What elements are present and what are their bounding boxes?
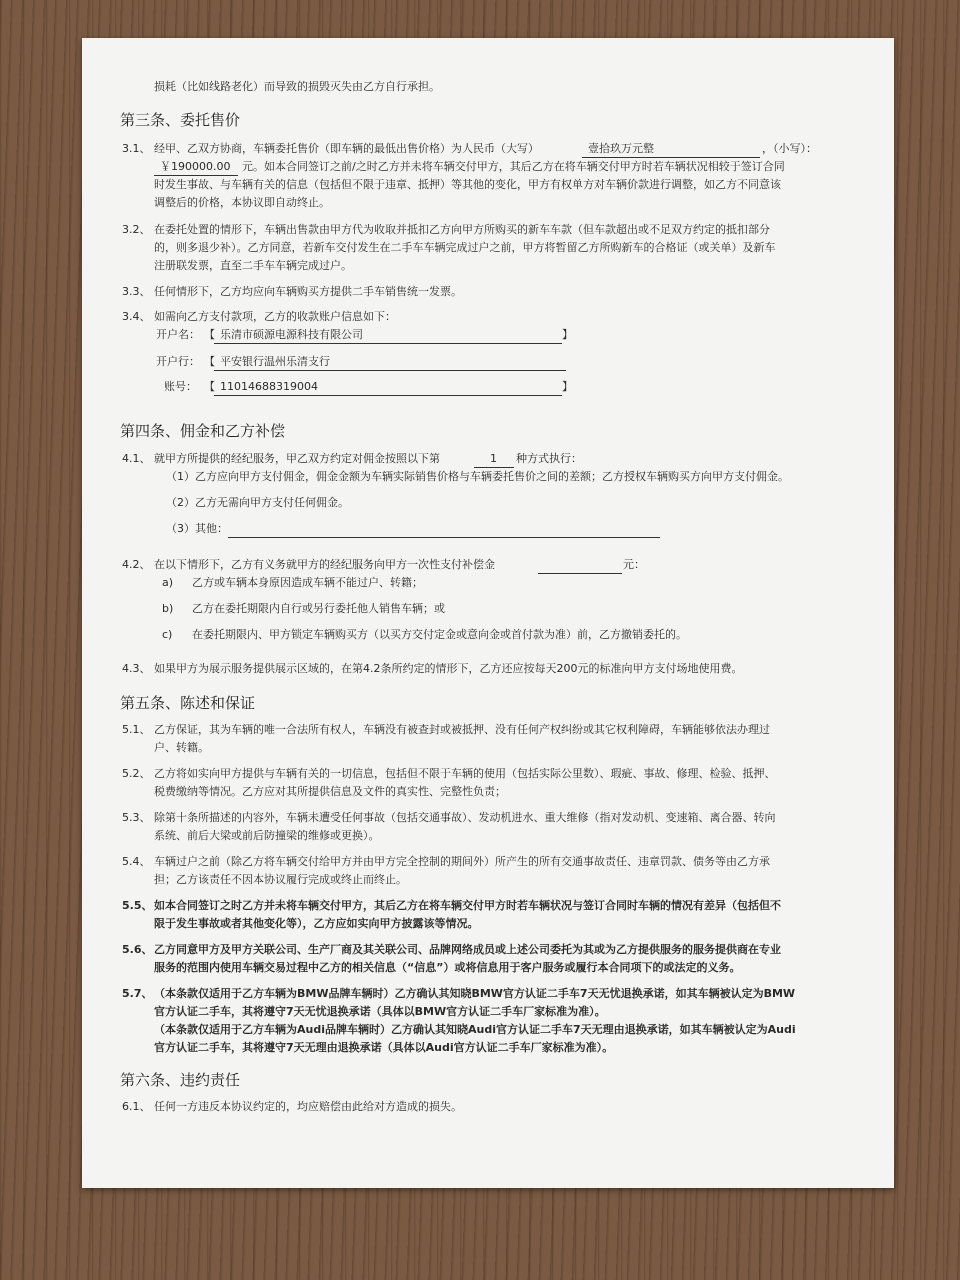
clause-5-5-line-2: 限于发生事故或者其他变化等），乙方应如实向甲方披露该等情况。 <box>154 917 479 930</box>
account-name-value: 乐清市硕源电源科技有限公司 <box>220 328 363 341</box>
clause-5-2-number: 5.2、 <box>122 767 151 780</box>
item-a-text: 乙方或车辆本身原因造成车辆不能过户、转籍； <box>192 576 423 589</box>
clause-5-7-number: 5.7、 <box>122 987 153 1000</box>
option-3: （3）其他： <box>166 522 228 535</box>
clause-5-6-line-1: 乙方同意甲方及甲方关联公司、生产厂商及其关联公司、品牌网络成员或上述公司委托为其或为乙方提供服务的服务提供商在专业 <box>154 943 781 956</box>
item-b-label: b) <box>162 602 174 615</box>
clause-3-1-line-3: 时发生事故、与车辆有关的信息（包括但不限于违章、抵押）等其他的变化，甲方有权单方对车辆价款进行调整，如乙方不同意该 <box>154 178 781 191</box>
clause-3-1-line-2: 元。如本合同签订之前/之时乙方并未将车辆交付甲方，其后乙方在将车辆交付甲方时若车辆状况相较于签订合同 <box>242 160 785 173</box>
account-name-close-bracket: 】 <box>562 328 573 341</box>
account-number-label: 账号： <box>164 380 197 393</box>
account-name-label: 开户名： <box>156 328 200 341</box>
section-6-title: 第六条、违约责任 <box>120 1071 241 1089</box>
clause-4-1-text-b: 种方式执行： <box>516 452 582 465</box>
clause-5-1-number: 5.1、 <box>122 723 151 736</box>
clause-5-4-number: 5.4、 <box>122 855 151 868</box>
clause-5-7-line-1: （本条款仅适用于乙方车辆为BMW品牌车辆时）乙方确认其知晓BMW官方认证二手车7天无忧退换承诺，如其车辆被认定为BMW <box>154 987 796 1000</box>
clause-4-1-text-a: 就甲方所提供的经纪服务，甲乙双方约定对佣金按照以下第 <box>154 452 440 465</box>
item-c-text: 在委托期限内、甲方锁定车辆购买方（以买方交付定金或意向金或首付款为准）前，乙方撤销委托的。 <box>192 628 687 641</box>
top-line: 损耗（比如线路老化）而导致的损毁灭失由乙方自行承担。 <box>154 80 440 93</box>
bank-label: 开户行： <box>156 355 200 368</box>
account-number-close-bracket: 】 <box>562 380 573 393</box>
clause-3-1-line-4: 调整后的价格，本协议即自动终止。 <box>154 196 330 209</box>
clause-4-3-text: 如果甲方为展示服务提供展示区域的，在第4.2条所约定的情形下，乙方还应按每天200元的标准向甲方支付场地使用费。 <box>154 662 743 675</box>
clause-5-6-number: 5.6、 <box>122 943 153 956</box>
amount-small-prefix: ，（小写）： <box>762 142 817 155</box>
account-name-underline <box>214 343 562 344</box>
clause-5-6-line-2: 服务的范围内使用车辆交易过程中乙方的相关信息（“信息”）或将信息用于客户服务或履行本合同项下的或法定的义务。 <box>154 961 741 974</box>
commission-choice: 1 <box>490 452 497 465</box>
contract-page <box>82 38 894 1188</box>
item-b-text: 乙方在委托期限内自行或另行委托他人销售车辆；或 <box>192 602 445 615</box>
compensation-unit: 元： <box>623 558 645 571</box>
clause-3-2-line-1: 在委托处置的情形下，车辆出售款由甲方代为收取并抵扣乙方向甲方所购买的新车车款（但车款超出或不足双方约定的抵扣部分 <box>154 223 770 236</box>
option-3-underline <box>228 537 660 538</box>
clause-5-7-line-2: 官方认证二手车，其将遵守7天无忧退换承诺（具体以BMW官方认证二手车厂家标准为准）。 <box>154 1005 606 1018</box>
account-number-underline <box>214 395 562 396</box>
clause-5-1-line-1: 乙方保证，其为车辆的唯一合法所有权人，车辆没有被查封或被抵押、没有任何产权纠纷或其它权利障碍，车辆能够依法办理过 <box>154 723 770 736</box>
amount-in-figures-underline <box>154 175 238 176</box>
clause-5-3-line-1: 除第十条所描述的内容外，车辆未遭受任何事故（包括交通事故）、发动机进水、重大维修（指对发动机、变速箱、离合器、转向 <box>154 811 776 824</box>
clause-3-4-number: 3.4、 <box>122 310 151 323</box>
clause-5-7-line-3: （本条款仅适用于乙方车辆为Audi品牌车辆时）乙方确认其知晓Audi官方认证二手车7天无理由退换承诺，如其车辆被认定为Audi <box>154 1023 796 1036</box>
clause-5-7-line-4: 官方认证二手车，其将遵守7天无理由退换承诺（具体以Audi官方认证二手车厂家标准为准）。 <box>154 1041 614 1054</box>
clause-5-3-number: 5.3、 <box>122 811 151 824</box>
clause-4-2-text: 在以下情形下，乙方有义务就甲方的经纪服务向甲方一次性支付补偿金 <box>154 558 495 571</box>
clause-4-2-number: 4.2、 <box>122 558 151 571</box>
clause-6-1-text: 任何一方违反本协议约定的，均应赔偿由此给对方造成的损失。 <box>154 1100 462 1113</box>
clause-5-5-number: 5.5、 <box>122 899 153 912</box>
clause-3-3-text: 任何情形下，乙方均应向车辆购买方提供二手车销售统一发票。 <box>154 285 462 298</box>
clause-4-1-number: 4.1、 <box>122 452 151 465</box>
account-number-open-bracket: 【 <box>204 380 215 393</box>
account-name-open-bracket: 【 <box>204 328 215 341</box>
compensation-amount-underline <box>538 573 622 574</box>
clause-3-1-number: 3.1、 <box>122 142 151 155</box>
section-5-title: 第五条、陈述和保证 <box>120 694 256 712</box>
clause-3-2-line-3: 注册联发票，直至二手车车辆完成过户。 <box>154 259 352 272</box>
clause-5-5-line-1: 如本合同签订之时乙方并未将车辆交付甲方，其后乙方在将车辆交付甲方时若车辆状况与签订合同时车辆的情况有差异（包括但不 <box>154 899 781 912</box>
clause-5-1-line-2: 户、转籍。 <box>154 741 209 754</box>
amount-in-words-underline <box>582 157 760 158</box>
clause-3-3-number: 3.3、 <box>122 285 151 298</box>
bank-open-bracket: 【 <box>204 355 215 368</box>
option-1: （1）乙方应向甲方支付佣金，佣金金额为车辆实际销售价格与车辆委托售价之间的差额；乙方授权车辆购买方向甲方支付佣金。 <box>166 470 789 483</box>
clause-5-4-line-2: 担；乙方该责任不因本协议履行完成或终止而终止。 <box>154 873 407 886</box>
clause-5-2-line-1: 乙方将如实向甲方提供与车辆有关的一切信息，包括但不限于车辆的使用（包括实际公里数）、瑕疵、事故、修理、检验、抵押、 <box>154 767 776 780</box>
clause-5-3-line-2: 系统、前后大梁或前后防撞梁的维修或更换）。 <box>154 829 380 842</box>
amount-in-figures: ￥190000.00 <box>160 160 231 173</box>
section-4-title: 第四条、佣金和乙方补偿 <box>120 422 286 440</box>
clause-5-4-line-1: 车辆过户之前（除乙方将车辆交付给甲方并由甲方完全控制的期间外）所产生的所有交通事故责任、违章罚款、债务等由乙方承 <box>154 855 770 868</box>
clause-3-4-text: 如需向乙方支付款项，乙方的收款账户信息如下： <box>154 310 396 323</box>
clause-6-1-number: 6.1、 <box>122 1100 151 1113</box>
clause-4-3-number: 4.3、 <box>122 662 151 675</box>
clause-3-2-line-2: 的，则多退少补）。乙方同意，若新车交付发生在二手车车辆完成过户之前，甲方将暂留乙方所购新车的合格证（或关单）及新车 <box>154 241 776 254</box>
commission-choice-underline <box>474 467 514 468</box>
clause-5-2-line-2: 税费缴纳等情况。乙方应对其所提供信息及文件的真实性、完整性负责； <box>154 785 506 798</box>
clause-3-2-number: 3.2、 <box>122 223 151 236</box>
item-a-label: a) <box>162 576 174 589</box>
amount-in-words: 壹拾玖万元整 <box>588 142 654 155</box>
option-2: （2）乙方无需向甲方支付任何佣金。 <box>166 496 349 509</box>
clause-3-1-line-1: 经甲、乙双方协商，车辆委托售价（即车辆的最低出售价格）为人民币（大写） <box>154 142 539 155</box>
bank-underline <box>214 370 566 371</box>
account-number-value: 11014688319004 <box>220 380 318 393</box>
section-3-title: 第三条、委托售价 <box>120 111 241 129</box>
item-c-label: c) <box>162 628 173 641</box>
bank-value: 平安银行温州乐清支行 <box>220 355 330 368</box>
